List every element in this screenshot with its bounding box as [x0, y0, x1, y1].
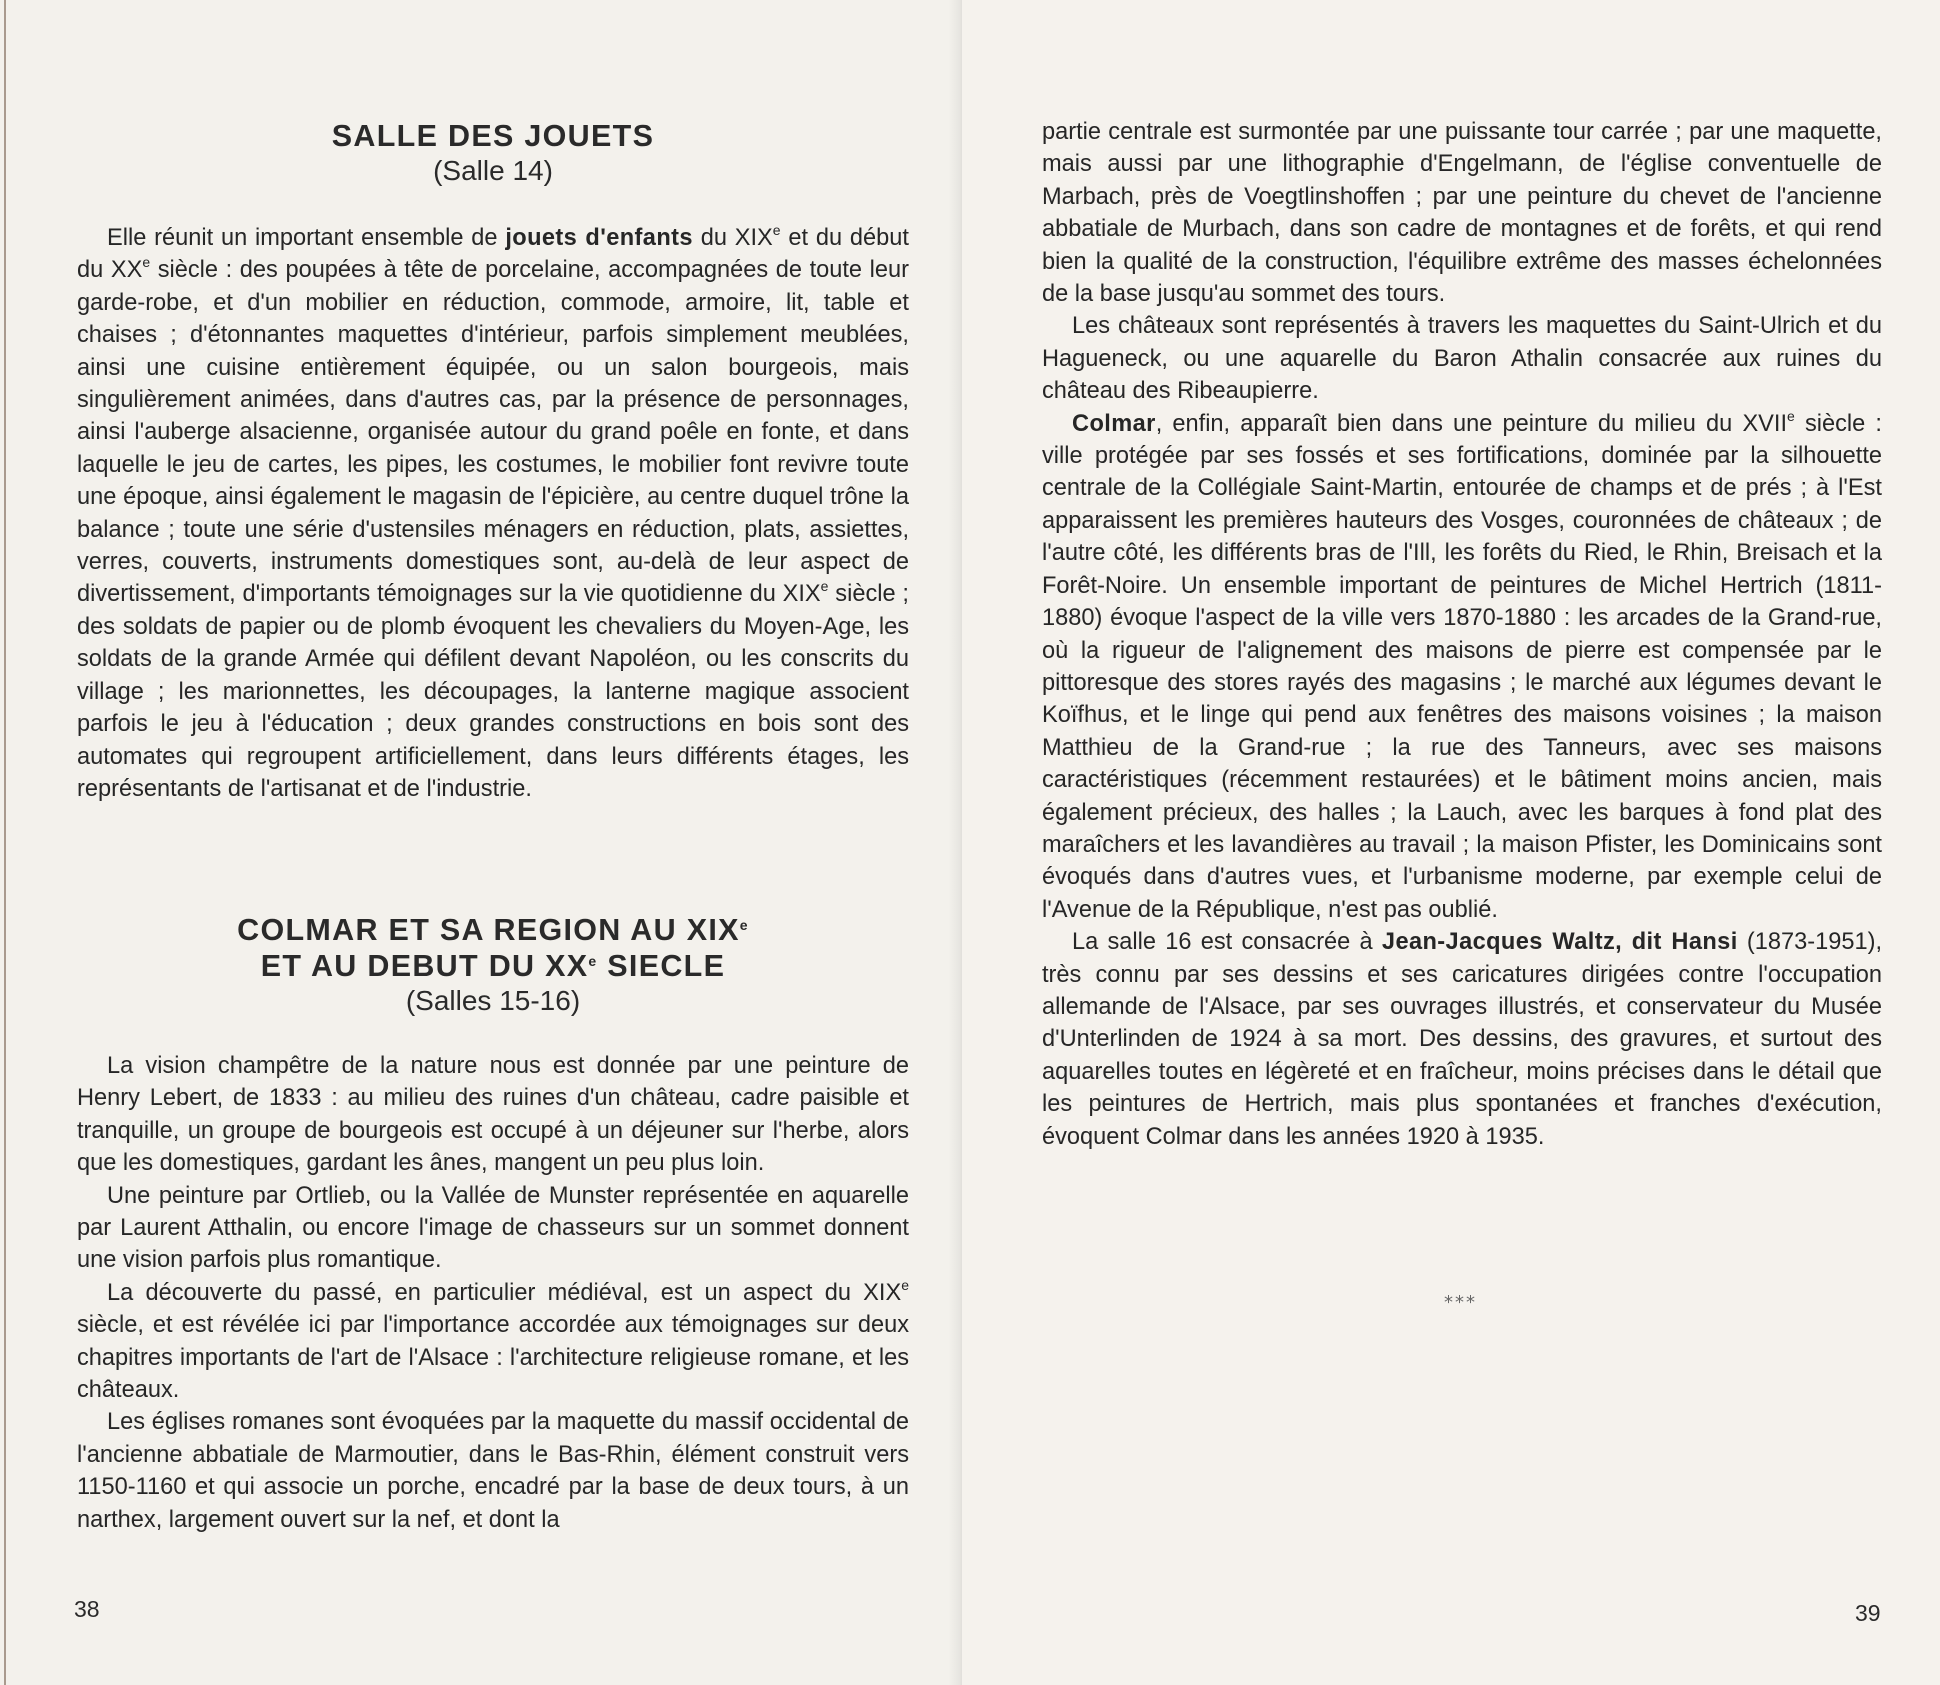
paragraph: La vision champêtre de la nature nous est donnée par une peinture de Henry Lebert, de 1833 : au milieu des ruines d'un château, cadre paisible et tranquille, un groupe de bourgeois est occupé à un déjeuner sur l'herbe, alors que les domestiques, gardant les ânes, mangent un peu plus loin. [77, 1053, 909, 1177]
left-page [0, 0, 962, 1685]
section-toys [77, 118, 909, 188]
section-colmar [77, 912, 909, 1018]
paragraph: La salle 16 est consacrée à Jean-Jacques Waltz, dit Hansi (1873-1951), très connu par ses dessins et ses caricatures dirigées contre l'occupation allemande de l'Alsace, par ses ouvrages illustrés, et conservateur du Musée d'Unterlinden de 1924 à sa mort. Des dessins, des gravures, et surtout des aquarelles toutes en légèreté et en fraîcheur, moins précises dans le détail que les peintures de Hertrich, mais plus spontanées et franches d'exécution, évoquent Colmar dans les années 1920 à 1935. [1042, 929, 1883, 1150]
paragraph: Colmar, enfin, apparaît bien dans une peinture du milieu du XVIIe siècle : ville protégée par ses fossés et ses fortifications, dominée par la silhouette centrale de la Collégiale Saint-Martin, entourée de champs et de prés ; à l'Est apparaissent les premières hauteurs des Vosges, couronnées de châteaux ; de l'autre côté, les différents bras de l'Ill, les forêts du Ried, le Rhin, Breisach et la Forêt-Noire. Un ensemble important de peintures de Michel Hertrich (1811-1880) évoque l'aspect de la ville vers 1870-1880 : les arcades de la Grand-rue, où la rigueur de l'alignement des maisons de pierre est compensée par le pittoresque des stores rayés des magasins ; le marché aux légumes devant le Koïfhus, et le linge qui pend aux fenêtres des maisons voisines ; la maison Matthieu de la Grand-rue ; la rue des Tanneurs, avec ses maisons caractéristiques (récemment restaurées) et le bâtiment moins ancien, mais également précieux, des halles ; la Lauch, avec les barques à fond plat des maraîchers et les lavandières au travail ; la maison Pfister, les Dominicains sont évoqués dans d'autres vues, et l'urbanisme moderne, par exemple celui de l'Avenue de la République, n'est pas oublié. [1042, 407, 1882, 923]
paragraph: partie centrale est surmontée par une puissante tour carrée ; par une maquette, mais aussi par une lithographie d'Engelmann, de l'église conventuelle de Marbach, près de Voegtlinshoffen ; par une peinture du chevet de l'ancienne abbatiale de Murbach, dans son cadre de montagnes et de forêts, et qui rend bien la qualité de la construction, l'équilibre extrême des masses échelonnées de la base jusqu'au sommet des tours. [1042, 119, 1882, 308]
bold-term: Jean-Jacques Waltz, dit Hansi [1381, 929, 1738, 956]
section-toys-body [77, 222, 909, 805]
paragraph: Elle réunit un important ensemble de jouets d'enfants du XIXe et du début du XXe siècle : des poupées à tête de porcelaine, accompagnées de toute leur garde-robe, et d'un mobilier en réduction, commode, armoire, lit, table et chaises ; d'étonnantes maquettes d'intérieur, parfois simplement meublées, ainsi une cuisine entièrement équipée, ou un salon bourgeois, mais singulièrement animées, dans d'autres cas, par la présence de personnages, ainsi l'auberge alsacienne, organisée autour du grand poêle en fonte, et dans laquelle le jeu de cartes, les pipes, les costumes, le mobilier font revivre toute une époque, ainsi également le magasin de l'épicière, au centre duquel trône la balance ; toute une série d'ustensiles ménagers en réduction, plats, assiettes, verres, couverts, instruments domestiques sont, au-delà de leur aspect de divertissement, d'importants témoignages sur la vie quotidienne du XIXe siècle ; des soldats de papier ou de plomb évoquent les chevaliers du Moyen-Age, les soldats de la grande Armée qui défilent devant Napoléon, ou les conscrits du village ; les marionnettes, les découpages, la lanterne magique associent parfois le jeu à l'éducation ; deux grandes constructions en bois sont des automates qui regroupent artificiellement, dans leurs différents étages, les représentants de l'artisanat et de l'industrie. [77, 222, 909, 802]
paragraph: Les châteaux sont représentés à travers les maquettes du Saint-Ulrich et du Hagueneck, ou une aquarelle du Baron Athalin consacrée aux ruines du château des Ribeaupierre. [1042, 313, 1882, 405]
bold-term: jouets d'enfants [505, 225, 693, 251]
section-title: COLMAR ET SA REGION AU XIXe [237, 913, 749, 947]
section-colmar-body [77, 1050, 909, 1536]
paragraph: Une peinture par Ortlieb, ou la Vallée de Munster représentée en aquarelle par Laurent Atthalin, ou encore l'image de chasseurs sur un sommet donnent une vision parfois plus romantique. [77, 1182, 909, 1274]
paragraph: La découverte du passé, en particulier médiéval, est un aspect du XIXe siècle, et est révélée ici par l'importance accordée aux témoignages sur deux chapitres importants de l'art de l'Alsace : l'architecture religieuse romane, et les châteaux. [77, 1276, 909, 1404]
bold-term: Colmar [1072, 410, 1156, 437]
section-title: SALLE DES JOUETS [331, 119, 655, 153]
section-title-line2: ET AU DEBUT DU XXe SIECLE [260, 949, 726, 983]
section-separator: *** [1444, 1292, 1477, 1313]
section-subtitle: (Salle 14) [433, 155, 553, 186]
paragraph: Les églises romanes sont évoquées par la maquette du massif occidental de l'ancienne abbatiale de Marmoutier, dans le Bas-Rhin, élément construit vers 1150-1160 et qui associe un porche, encadré par la base de deux tours, à un narthex, largement ouvert sur la nef, et dont la [77, 1409, 909, 1533]
right-page [962, 0, 1940, 1685]
page-edge [4, 0, 6, 1685]
right-body [1042, 116, 1882, 1153]
section-subtitle: (Salles 15-16) [405, 985, 581, 1016]
page-number: 38 [74, 1596, 100, 1622]
page-number: 39 [1855, 1600, 1881, 1626]
